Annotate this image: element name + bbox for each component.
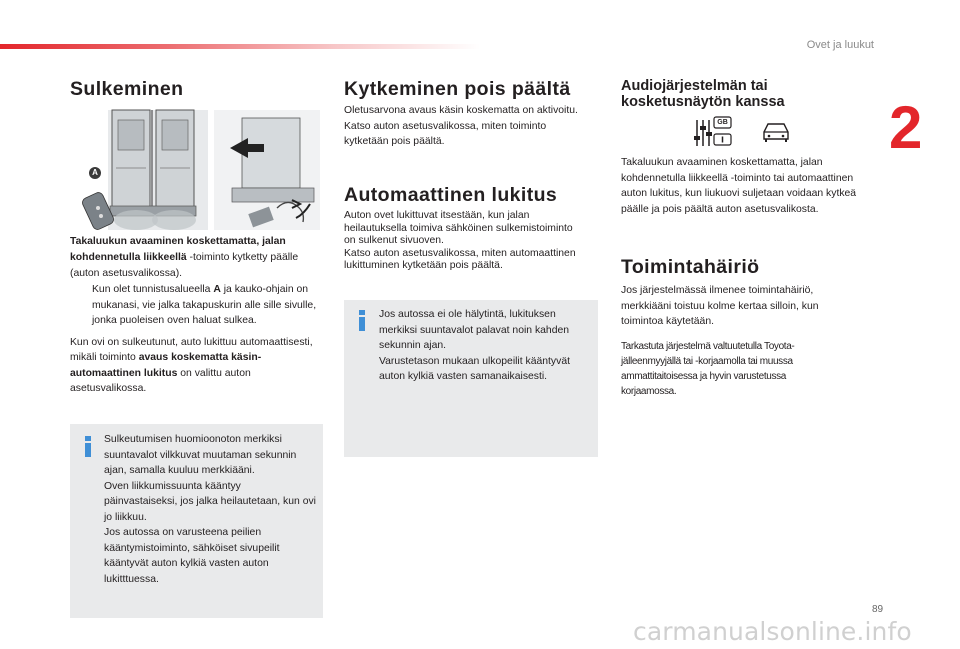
bullet-pre: Kun olet tunnistusalueella	[92, 284, 214, 295]
intro-bold: Takaluukun avaaminen koskettamatta, jalan kohdennetulla liikkeellä	[70, 236, 286, 263]
info-text-middle: Jos autossa ei ole hälytintä, lukituksen merkiksi suuntavalot palavat noin kahden sekunnin ajan. Varustetason mukaan ulkopeilit kääntyvät auton kylkiä vasten samanaikaisesti.	[379, 309, 570, 382]
info-icon	[356, 310, 368, 331]
heading-automaattinen-lukitus: Automaattinen lukitus	[344, 184, 558, 206]
info-text-left: Sulkeutumisen huomioonoton merkiksi suuntavalot vilkkuvat muutaman sekunnin ajan, samalla kuuluu merkkiääni. Oven liikkumissuunta kääntyy päinvastaiseksi, jos jalka heilautetaan, kun ovi jo liikkuu. Jos autossa on varusteena peilien kääntymistoiminto, sähköiset sivupeilit kääntyvät auton kylkiä vasten auton lukitttuessa.	[104, 434, 316, 585]
bullet-post: ja kauko-ohjain on mukanasi, vie jalka takapuskurin alle sille sivulle, jonka puoleisen oven haluat sulkea.	[92, 284, 317, 326]
bullet-item	[70, 282, 320, 329]
page-number: 89	[872, 604, 884, 615]
info-icon	[82, 436, 94, 457]
para2-pre: Kun ovi on sulkeutunut, auto lukittuu automaattisesti, mikäli toiminto	[70, 336, 313, 363]
heading-kytkeminen: Kytkeminen pois päältä	[344, 78, 571, 100]
para2-bold: avaus koskematta käsin-automaattinen lukitus	[70, 352, 262, 379]
info-box-middle	[344, 300, 598, 457]
settings-sliders-icon	[693, 116, 733, 148]
para2-post: on valittu auton asetusvalikossa.	[70, 367, 251, 394]
bullet-bold: A	[213, 284, 221, 295]
heading-audiojarjestelma: Audiojärjestelmän tai kosketusnäytön kanssa	[621, 78, 785, 110]
left-text-block	[70, 234, 320, 397]
header-accent-bar	[0, 44, 480, 49]
text-kytkeminen: Oletusarvona avaus käsin koskematta on aktivoitu. Katso auton asetusvalikossa, miten toiminto kytketään pois päältä.	[344, 105, 578, 147]
chapter-number: 2	[889, 94, 923, 161]
gb-label: GB	[717, 119, 728, 126]
heading-toimintahairio: Toimintahäiriö	[621, 256, 760, 278]
watermark: carmanualsonline.info	[633, 617, 912, 646]
car-icon	[760, 120, 792, 144]
intro-paragraph	[70, 234, 320, 282]
text-automaattinen-lukitus: Auton ovet lukittuvat itsestään, kun jalan heilautuksella toimiva sähköinen sulkemistoiminto on sulkenut sivuoven. Katso auton asetusvalikossa, miten automaattinen lukittuminen kytketään pois päältä.	[344, 210, 576, 271]
text-toimintahairio: Jos järjestelmässä ilmenee toimintahäiriö, merkkiääni toistuu kolme kertaa silloin, kun toimintoa käytetään.	[621, 285, 819, 327]
figure-rear-doors	[82, 108, 322, 232]
section-title: Ovet ja luukut	[806, 39, 874, 51]
figure-label-a: A	[89, 167, 101, 179]
bullet-text	[92, 282, 320, 329]
intro-rest: -toiminto kytketty päälle (auton asetusvalikossa).	[70, 252, 299, 279]
info-box-left	[70, 424, 323, 618]
para-auto-lock	[70, 335, 320, 397]
text-audiojarjestelma: Takaluukun avaaminen koskettamatta, jalan kohdennetulla liikkeellä -toiminto tai automaattinen auton lukitus, kun liukuovi suljetaan voidaan kytkeä päälle ja pois päältä auton asetusvalikosta.	[621, 157, 857, 215]
heading-sulkeminen: Sulkeminen	[70, 78, 184, 100]
text-tarkastuta: Tarkastuta järjestelmä valtuutetulla Toyota-jälleenmyyjällä tai -korjaamolla tai muussa ammattitaitoisessa ja hyvin varustetussa korjaamossa.	[621, 341, 795, 397]
